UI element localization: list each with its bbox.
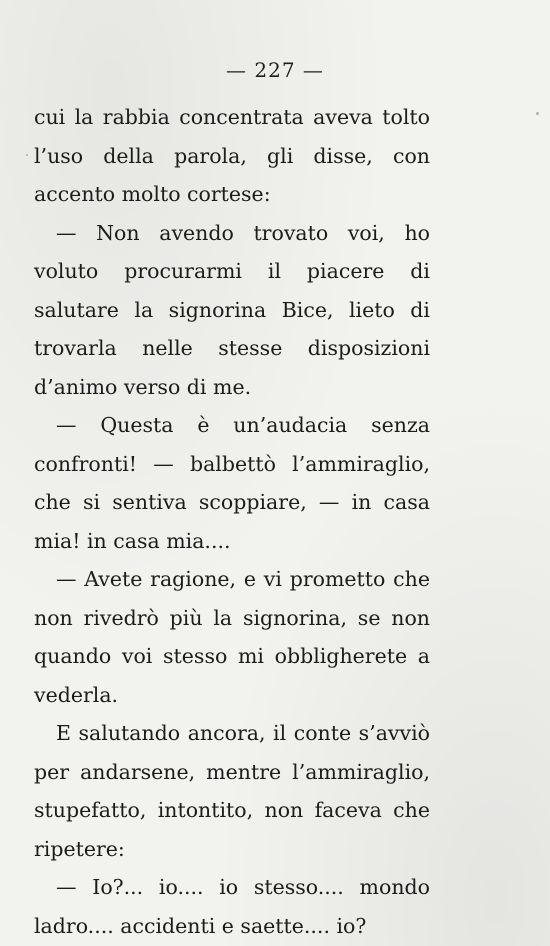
body-text bbox=[34, 98, 430, 945]
paragraph-2: — Non avendo trovato voi, ho voluto procurarmi il piacere di salutare la signorina Bice, lieto di trovarla nelle stesse disposizioni d’animo verso di me. bbox=[34, 220, 430, 399]
paragraph-6: — Io?... io.... io stesso.... mondo ladro.... accidenti e saette.... io? bbox=[34, 875, 430, 938]
page-number: — 227 — bbox=[226, 58, 324, 82]
paper-speck bbox=[536, 112, 539, 115]
paragraph-3: — Questa è un’audacia senza confronti! — balbettò l’ammiraglio, che si sentiva scoppiare, — in casa mia! in casa mia.... bbox=[34, 413, 430, 553]
paragraph-4: — Avete ragione, e vi prometto che non rivedrò più la signorina, se non quando voi stesso mi obbligherete a vederla. bbox=[34, 567, 430, 707]
paper-speck bbox=[166, 884, 168, 886]
paragraph-1: cui la rabbia concentrata aveva tolto l’uso della parola, gli disse, con accento molto cortese: bbox=[34, 105, 430, 206]
paper-speck bbox=[26, 154, 28, 156]
paragraph-5: E salutando ancora, il conte s’avviò per andarsene, mentre l’ammiraglio, stupefatto, intontito, non faceva che ripetere: bbox=[34, 721, 430, 861]
